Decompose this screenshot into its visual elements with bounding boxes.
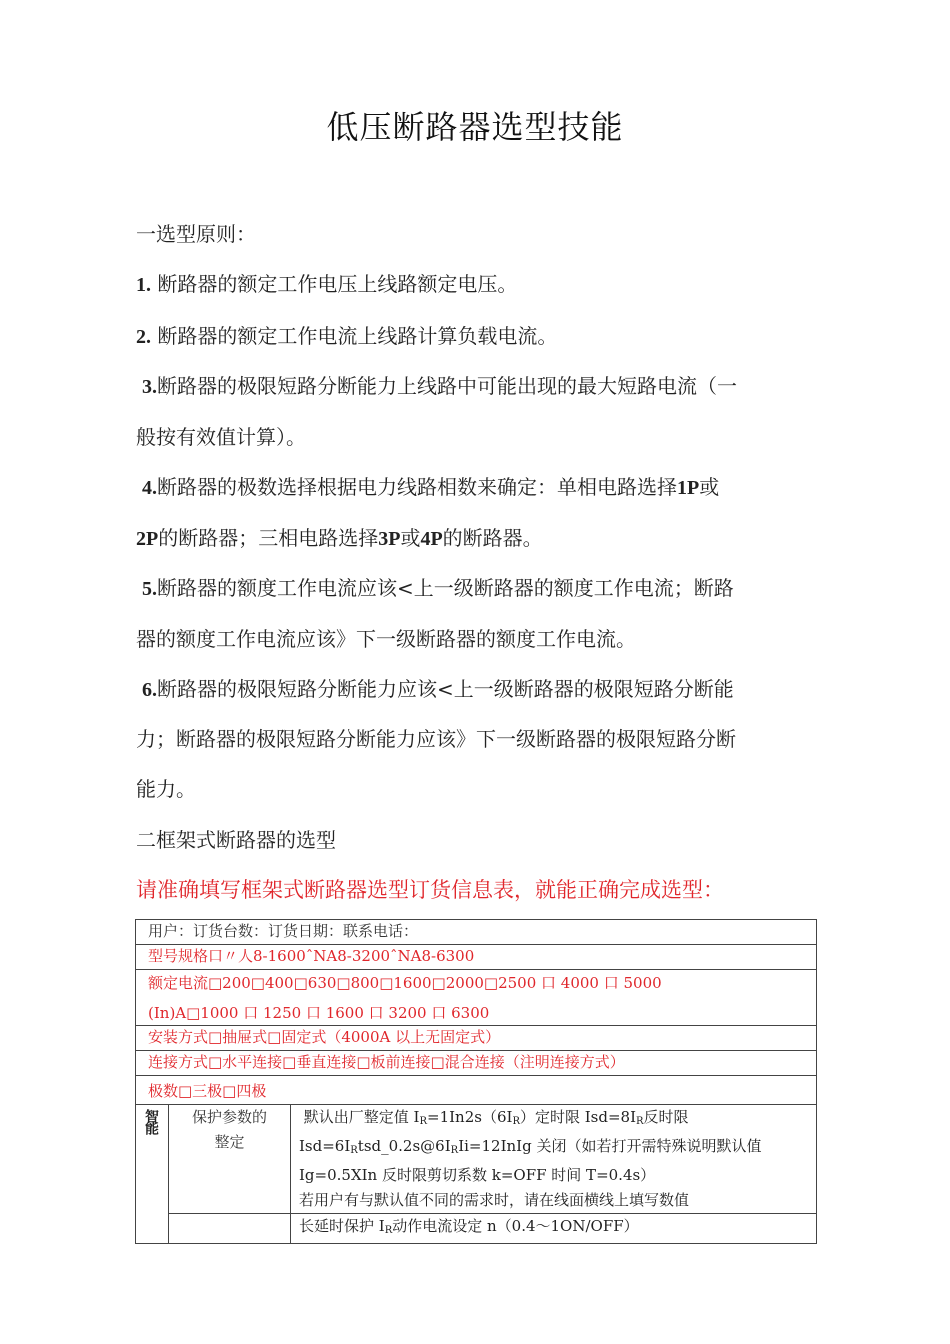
principle-3-cont: 般按有效值计算）。: [136, 425, 306, 449]
order-info-table: [135, 919, 817, 1244]
principle-5-cont: 器的额度工作电流应该》下一级断路器的额度工作电流。: [136, 627, 636, 651]
section2-heading: 二框架式断路器的选型: [136, 828, 336, 852]
principle-6-cont: 力；断路器的极限短路分断能力应该》下一级断路器的极限短路分断: [136, 727, 736, 751]
rated-current-row: [136, 970, 817, 1026]
long-delay-cell: 长延时保护 $I_R$动作电流设定 n（0.4〜1ON/OFF）: [291, 1214, 817, 1244]
principle-6: 6.断路器的极限短路分断能力应该<上一级断路器的极限短路分断能: [142, 677, 734, 701]
poles-row: 极数□三极□四极: [136, 1076, 817, 1105]
rated-current-line-1: 额定电流□200□400□630□800□1600□2000□2500 口 4000 口 5000: [148, 974, 662, 992]
principle-4: 4.断路器的极数选择根据电力线路相数来确定：单相电路选择1P或: [142, 475, 720, 499]
param-line-2: $Isd=6I_Rtsd\_0.2s@6I_RIi=12InIg$ 关闭（如若打开需特殊说明默认值: [299, 1137, 762, 1156]
rated-current-line-2: (In)A□1000 口 1250 口 1600 口 3200 口 6300: [148, 1004, 490, 1022]
param-line-4: 若用户有与默认值不同的需求时，请在线面横线上填写数值: [299, 1191, 690, 1209]
principle-4-cont: 2P的断路器；三相电路选择3P或4P的断路器。: [136, 526, 543, 550]
param-line-3: Ig=0.5XIn 反时限剪切系数 k=OFF 时间 T=0.4s）: [299, 1166, 656, 1184]
connect-row: 连接方式□水平连接□垂直连接□板前连接□混合连接（注明连接方式）: [136, 1051, 817, 1076]
principle-1: 1. 断路器的额定工作电压上线路额定电压。: [136, 272, 518, 296]
model-row: 型号规格口〃人8-1600ˆNA8-3200ˆNA8-6300: [136, 945, 817, 970]
param-label-2: 整定: [214, 1133, 245, 1151]
principle-2: 2. 断路器的额定工作电流上线路计算负载电流。: [136, 324, 558, 348]
user-row: 用户：订货台数：订货日期：联系电话：: [136, 920, 817, 945]
param-label-cell: [169, 1105, 291, 1214]
principle-5: 5.断路器的额度工作电流应该<上一级断路器的额度工作电流；断路: [142, 576, 734, 600]
empty-cell: [169, 1214, 291, 1244]
install-row: 安装方式□抽屉式□固定式（4000A 以上无固定式）: [136, 1026, 817, 1051]
principle-3: 3.断路器的极限短路分断能力上线路中可能出现的最大短路电流（一: [142, 374, 737, 398]
param-defaults-cell: [291, 1105, 817, 1214]
smart-label-cell: [136, 1105, 169, 1244]
smart-label: 智能: [143, 1109, 159, 1133]
param-label-1: 保护参数的: [191, 1108, 267, 1126]
section1-heading: 一选型原则：: [136, 222, 256, 246]
section2-instruction: 请准确填写框架式断路器选型订货信息表，就能正确完成选型：: [136, 878, 724, 902]
page-title: 低压断路器选型技能: [326, 108, 624, 146]
param-line-1: 默认出厂整定值 $I_R=1In2s(6I_R)$定时限 $Isd=8I_R$反时限: [303, 1108, 689, 1127]
principle-6-cont2: 能力。: [136, 777, 196, 801]
